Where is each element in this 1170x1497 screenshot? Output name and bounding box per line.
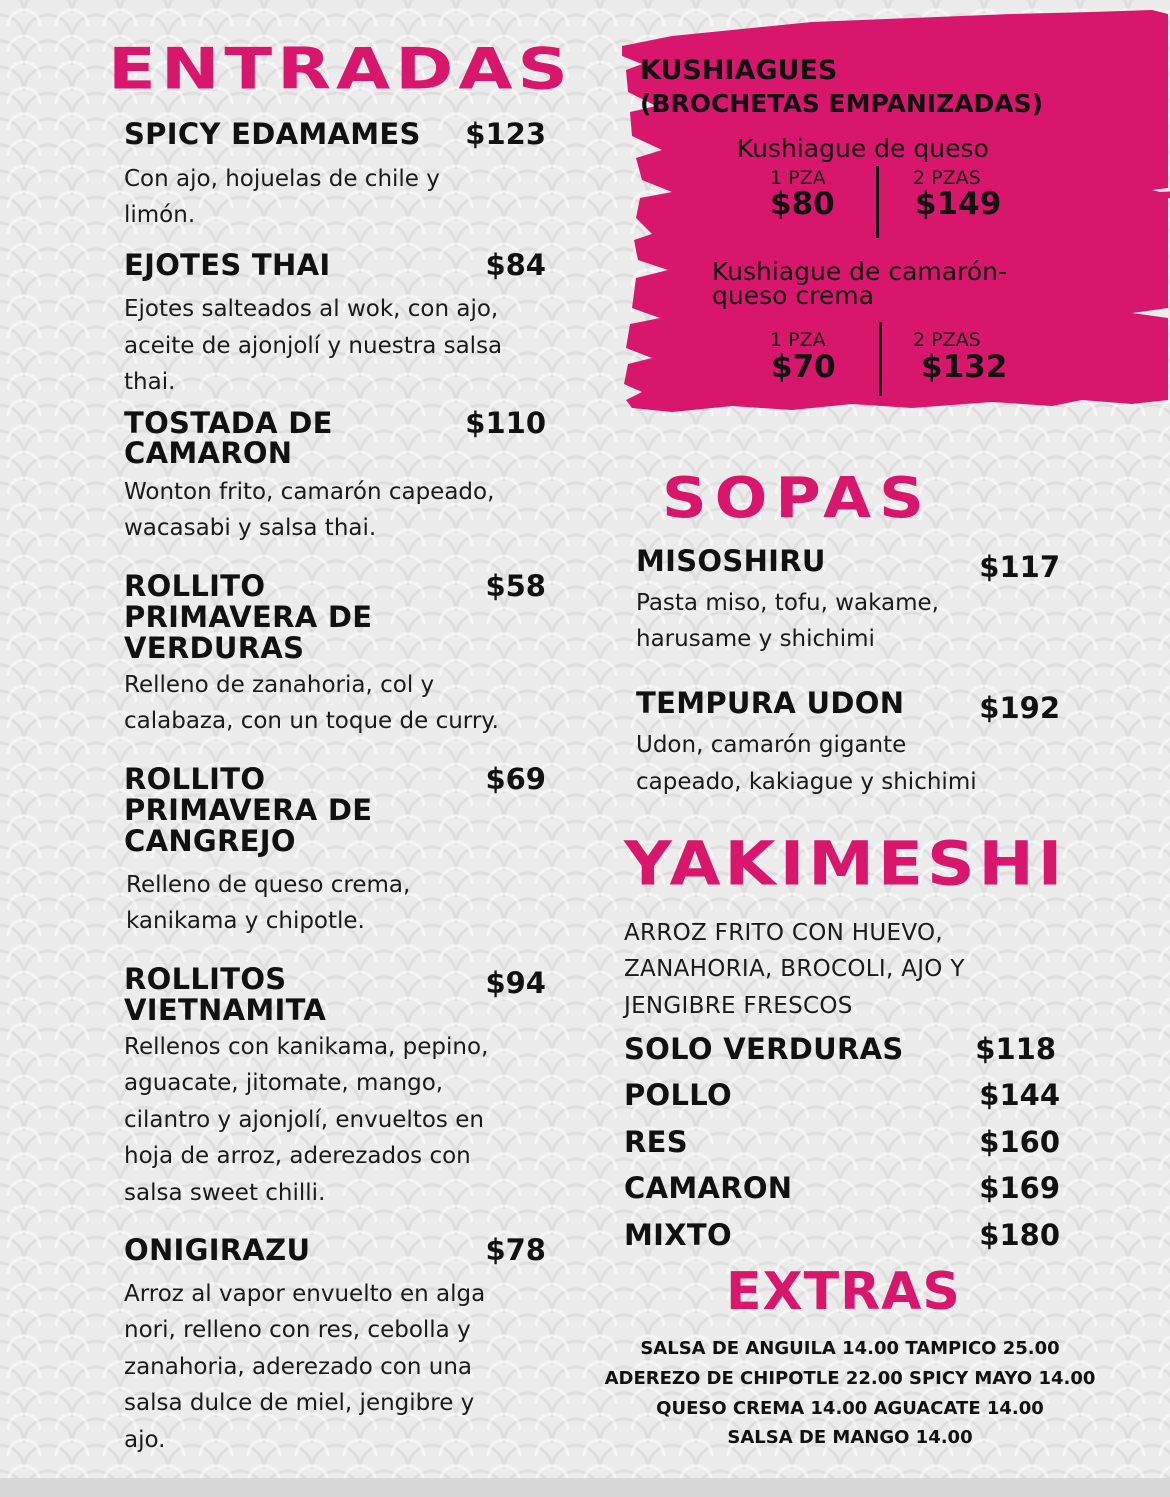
- yakimeshi-option-name: POLLO: [624, 1078, 732, 1112]
- kushiague-qty-label: 2 PZAS: [913, 167, 981, 189]
- price-divider: [876, 166, 879, 238]
- item-desc-line: nori, relleno con res, cebolla y: [124, 1317, 471, 1343]
- yakimeshi-option-name: RES: [624, 1125, 688, 1159]
- kushiague-name: Kushiague de queso: [737, 134, 989, 163]
- item-desc-line: wacasabi y salsa thai.: [124, 515, 377, 541]
- item-desc-line: salsa dulce de miel, jengibre y: [124, 1390, 475, 1416]
- item-name-spicy-edamames: SPICY EDAMAMES: [124, 117, 421, 151]
- item-desc-line: limón.: [124, 202, 196, 228]
- item-desc-line: thai.: [124, 369, 176, 395]
- item-desc-line: calabaza, con un toque de curry.: [124, 708, 499, 734]
- item-price-spicy-edamames: $123: [465, 117, 546, 151]
- item-desc-line: zanahoria, aderezado con una: [124, 1354, 472, 1380]
- item-name-ejotes-thai: EJOTES THAI: [124, 248, 331, 282]
- item-desc-line: Ejotes salteados al wok, con ajo,: [124, 296, 499, 322]
- item-desc-line: capeado, kakiague y shichimi: [636, 769, 977, 795]
- item-desc-line: Relleno de queso crema,: [126, 872, 411, 898]
- yakimeshi-desc-line: ARROZ FRITO CON HUEVO,: [624, 920, 944, 946]
- kushiague-price: $70: [771, 349, 836, 385]
- item-desc-line: cilantro y ajonjolí, envueltos en: [124, 1107, 484, 1133]
- yakimeshi-option-price: $169: [979, 1171, 1060, 1205]
- extras-line: ADEREZO DE CHIPOTLE 22.00 SPICY MAYO 14.00: [604, 1368, 1096, 1389]
- item-desc-line: Rellenos con kanikama, pepino,: [124, 1034, 489, 1060]
- item-desc-line: salsa sweet chilli.: [124, 1180, 326, 1206]
- item-price-ejotes-thai: $84: [485, 248, 546, 282]
- kushiague-name-line: Kushiague de camarón-: [712, 257, 1007, 286]
- item-desc-line: harusame y shichimi: [636, 626, 875, 652]
- kushiague-price: $149: [915, 186, 1002, 222]
- item-desc-line: Pasta miso, tofu, wakame,: [636, 590, 939, 616]
- item-desc-line: Arroz al vapor envuelto en alga: [124, 1281, 486, 1307]
- item-desc-line: ajo.: [124, 1427, 166, 1453]
- item-price-rollito-cangrejo: $69: [485, 762, 546, 796]
- item-name-rollito-cangrejo-line: ROLLITO: [124, 762, 266, 796]
- item-price-misoshiru: $117: [979, 550, 1060, 584]
- kushiague-price: $80: [770, 186, 835, 222]
- extras-title: EXTRAS: [726, 1262, 961, 1322]
- yakimeshi-desc-line: ZANAHORIA, BROCOLI, AJO Y: [624, 956, 965, 982]
- item-name-tempura-udon: TEMPURA UDON: [636, 686, 905, 720]
- item-name-tostada-line: TOSTADA DE: [124, 406, 333, 440]
- yakimeshi-title: YAKIMESHI: [624, 828, 1067, 900]
- extras-line: QUESO CREMA 14.00 AGUACATE 14.00: [656, 1398, 1044, 1419]
- item-name-rollito-verduras-line: PRIMAVERA DE: [124, 600, 373, 634]
- yakimeshi-option-name: SOLO VERDURAS: [624, 1032, 904, 1066]
- item-desc-line: aguacate, jitomate, mango,: [124, 1070, 444, 1096]
- yakimeshi-option-price: $144: [979, 1078, 1060, 1112]
- extras-line: SALSA DE MANGO 14.00: [727, 1427, 973, 1448]
- item-desc-line: Udon, camarón gigante: [636, 732, 907, 758]
- yakimeshi-option-price: $118: [975, 1032, 1056, 1066]
- item-name-rollito-verduras-line: ROLLITO: [124, 569, 266, 603]
- price-divider: [879, 322, 882, 396]
- item-desc-line: hoja de arroz, aderezados con: [124, 1143, 471, 1169]
- entradas-title: ENTRADAS: [108, 35, 573, 103]
- item-name-onigirazu: ONIGIRAZU: [124, 1233, 311, 1267]
- item-desc-line: kanikama y chipotle.: [126, 908, 365, 934]
- kushiague-price: $132: [921, 349, 1008, 385]
- item-desc-line: Wonton frito, camarón capeado,: [124, 479, 495, 505]
- yakimeshi-option-name: MIXTO: [624, 1218, 732, 1252]
- item-desc-line: Relleno de zanahoria, col y: [124, 672, 435, 698]
- item-name-rollito-cangrejo-line: CANGREJO: [124, 824, 296, 858]
- item-price-rollitos-vietnamita: $94: [485, 966, 546, 1000]
- yakimeshi-option-price: $180: [979, 1218, 1060, 1252]
- kushiague-qty-label: 1 PZA: [770, 329, 826, 351]
- page-bottom-border: [0, 1478, 1170, 1497]
- item-name-rollitos-vietnamita-line: VIETNAMITA: [124, 993, 327, 1027]
- item-price-onigirazu: $78: [485, 1233, 546, 1267]
- item-price-tempura-udon: $192: [979, 691, 1060, 725]
- extras-line: SALSA DE ANGUILA 14.00 TAMPICO 25.00: [640, 1338, 1060, 1359]
- kushiague-qty-label: 1 PZA: [770, 167, 826, 189]
- kushiagues-title: KUSHIAGUES: [640, 55, 838, 86]
- item-name-tostada-line: CAMARON: [124, 436, 293, 470]
- sopas-title: SOPAS: [662, 464, 932, 531]
- item-desc-line: Con ajo, hojuelas de chile y: [124, 166, 440, 192]
- kushiagues-subtitle: (BROCHETAS EMPANIZADAS): [640, 89, 1044, 118]
- yakimeshi-desc-line: JENGIBRE FRESCOS: [624, 993, 853, 1019]
- item-price-rollito-verduras: $58: [485, 569, 546, 603]
- kushiague-qty-label: 2 PZAS: [913, 329, 981, 351]
- yakimeshi-option-price: $160: [979, 1125, 1060, 1159]
- item-price-tostada: $110: [465, 406, 546, 440]
- item-name-misoshiru: MISOSHIRU: [636, 544, 826, 578]
- item-name-rollito-verduras-line: VERDURAS: [124, 631, 305, 665]
- item-desc-line: aceite de ajonjolí y nuestra salsa: [124, 333, 503, 359]
- kushiague-name-line: queso crema: [712, 281, 874, 310]
- item-name-rollitos-vietnamita-line: ROLLITOS: [124, 962, 287, 996]
- item-name-rollito-cangrejo-line: PRIMAVERA DE: [124, 793, 373, 827]
- yakimeshi-option-name: CAMARON: [624, 1171, 793, 1205]
